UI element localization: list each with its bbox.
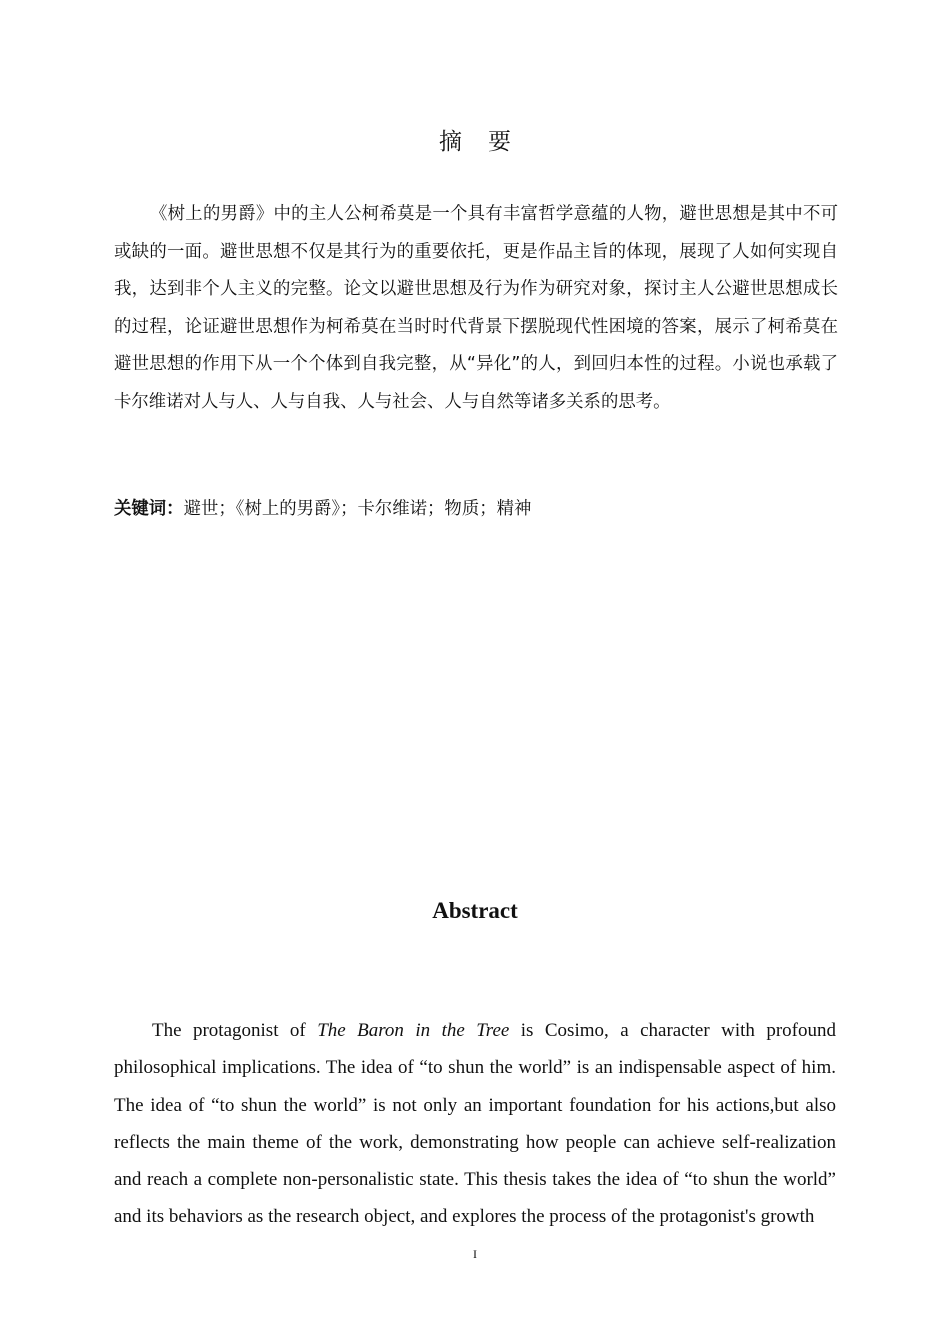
chinese-abstract-body: 《树上的男爵》中的主人公柯希莫是一个具有丰富哲学意蕴的人物，避世思想是其中不可或缺的一面。避世思想不仅是其行为的重要依托，更是作品主旨的体现，展现了人如何实现自我，达到非个人主义的完整。论文以避世思想及行为作为研究对象，探讨主人公避世思想成长的过程，论证避世思想作为柯希莫在当时时代背景下摆脱现代性困境的答案，展示了柯希莫在避世思想的作用下从一个个体到自我完整，从“异化”的人，到回归本性的过程。小说也承载了卡尔维诺对人与人、人与自我、人与社会、人与自然等诸多关系的思考。 xyxy=(114,204,838,412)
book-title: The Baron in the Tree xyxy=(317,1020,510,1041)
chinese-abstract-title: 摘要 xyxy=(439,129,537,155)
keywords-list: 避世；《树上的男爵》；卡尔维诺；物质；精神 xyxy=(183,499,532,519)
chinese-keywords xyxy=(114,494,838,524)
page-number: I xyxy=(473,1247,477,1261)
english-abstract-text-start: The protagonist of xyxy=(152,1020,318,1041)
keywords-label: 关键词： xyxy=(114,499,184,519)
english-abstract-title: Abstract xyxy=(432,898,518,923)
english-abstract-body xyxy=(114,1012,836,1236)
english-abstract-text-rest: is Cosimo, a character with profound philosophical implications. The idea of “to shun the world” is an indispensable aspect of him. The idea of “to shun the world” is not only an important foundation for his actions,but also reflects the main theme of the work, demonstrating how people can achieve self-realization and reach a complete non-personalistic state. This thesis takes the idea of “to shun the world” and its behaviors as the research object, and explores the process of the protagonist's growth xyxy=(114,1020,837,1228)
